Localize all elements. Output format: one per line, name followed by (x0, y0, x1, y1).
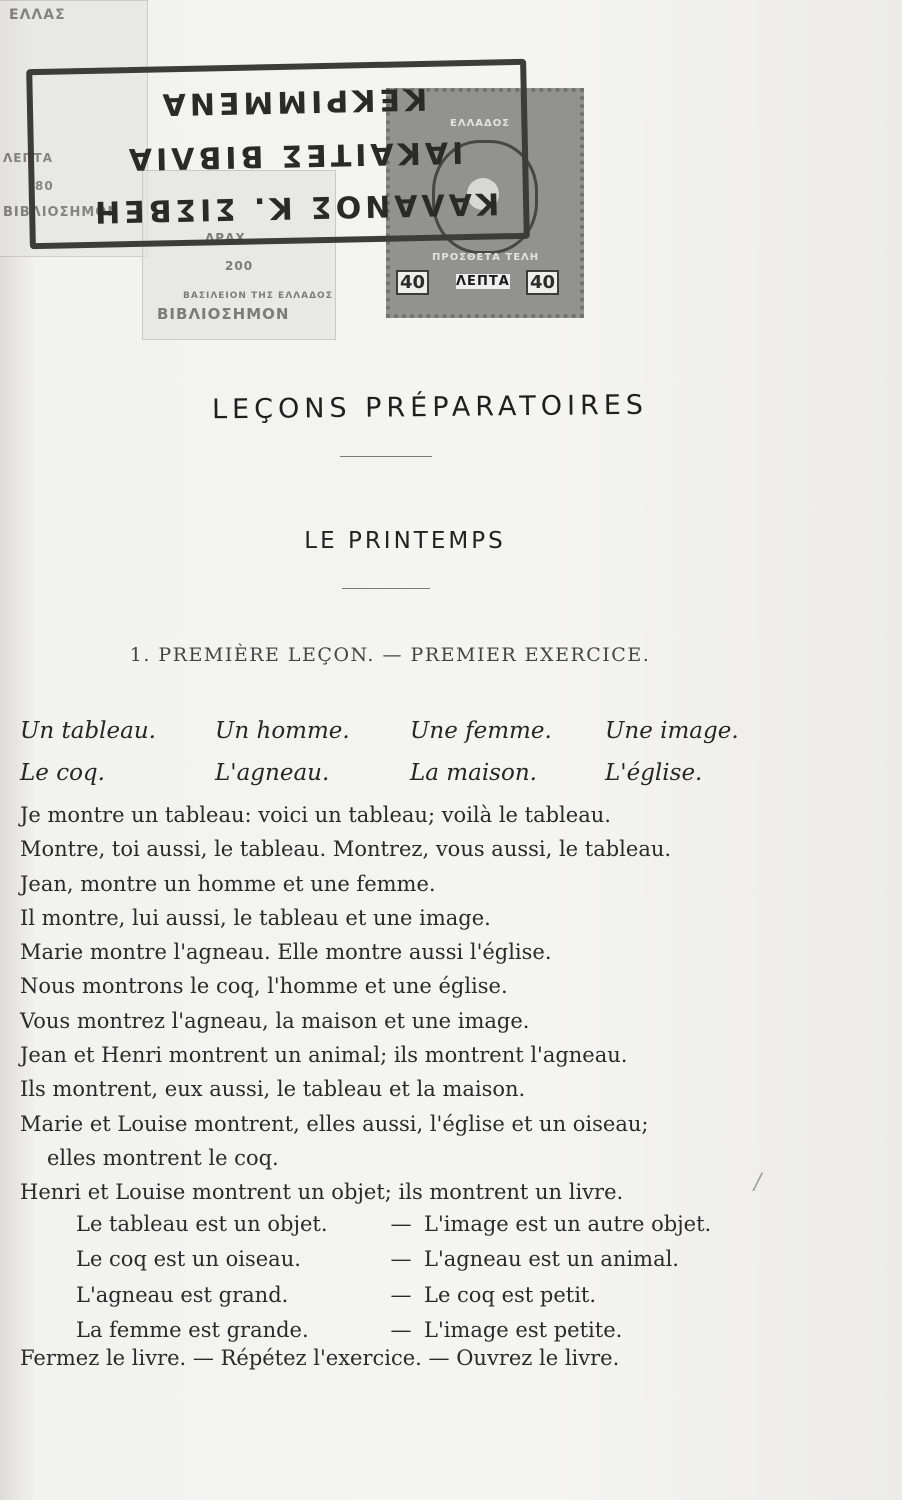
pair-right: L'image est petite. (424, 1318, 623, 1343)
stamp-value-right: 40 (526, 270, 559, 295)
text-line: Vous montrez l'agneau, la maison et une image. (20, 1008, 530, 1033)
divider (340, 456, 432, 457)
overprint-line-1: ΚΑΛΑΝΟΣ Κ. ΣΙΣΒΕΗ (90, 185, 500, 229)
stamp-country: ΕΛΛΑΣ (9, 7, 66, 23)
vocab-row (20, 710, 800, 752)
text-line: Nous montrons le coq, l'homme et une église. (20, 974, 508, 999)
text-line: Jean et Henri montrent un animal; ils montrent l'agneau. (20, 1043, 628, 1068)
vocab-word: Un homme. (215, 718, 350, 744)
stamp-caption: ΠΡΟΣΘΕΤΑ ΤΕΛΗ (432, 252, 540, 263)
vocab-word: L'agneau. (215, 760, 330, 786)
pair-row (76, 1277, 796, 1313)
pair-dash: — (390, 1211, 412, 1236)
pair-row (76, 1206, 796, 1242)
overprint-line-3: ΚΕΚΡΙΜΜΕΝΑ (158, 80, 428, 122)
stamp-caption: ΒΙΒΛΙΟΣΗΜΟΝ (157, 305, 290, 323)
pair-left: Le tableau est un objet. (76, 1211, 328, 1236)
stamp-value-left: 40 (396, 270, 429, 295)
vocab-word: Une femme. (410, 718, 552, 744)
stamp-country: ΒΑΣΙΛΕΙΟΝ ΤΗΣ ΕΛΛΑΔΟΣ (183, 291, 333, 301)
pair-row (76, 1242, 796, 1278)
pair-right: L'image est un autre objet. (424, 1211, 712, 1236)
vocab-row (20, 752, 800, 794)
stamp-label: ΛΕΠΤΑ (3, 151, 53, 165)
stamp-label: ΔΡΑΧ. (205, 231, 252, 245)
text-line: Montre, toi aussi, le tableau. Montrez, vous aussi, le tableau. (20, 837, 672, 862)
pair-row (76, 1313, 796, 1349)
stamp-value: 80 (35, 179, 54, 193)
text-line: elles montrent le coq. (47, 1145, 279, 1170)
pair-dash: — (390, 1318, 412, 1343)
text-line: Ils montrent, eux aussi, le tableau et la maison. (20, 1077, 526, 1102)
vocab-word: L'église. (605, 760, 703, 786)
vocab-word: Une image. (605, 718, 739, 744)
vocab-word: Un tableau. (20, 718, 156, 744)
statement-pairs (76, 1206, 796, 1348)
pair-left: L'agneau est grand. (76, 1282, 289, 1307)
pair-right: Le coq est petit. (424, 1282, 597, 1307)
overprint-frame (26, 59, 530, 249)
text-line: Il montre, lui aussi, le tableau et une image. (20, 905, 491, 930)
page-title: LEÇONS PRÉPARATOIRES (211, 389, 649, 426)
section-title: LE PRINTEMPS (304, 528, 506, 554)
overprint-line-2: ΙΑΚΑΙΤΕΣ ΒΙΒΛΙΑ (124, 134, 464, 177)
text-line: Je montre un tableau: voici un tableau; voilà le tableau. (20, 803, 611, 827)
text-line: Henri et Louise montrent un objet; ils montrent un livre. (20, 1180, 624, 1205)
vocabulary-grid (20, 710, 800, 794)
pair-left: La femme est grande. (76, 1318, 309, 1343)
exercise-text (20, 798, 810, 1210)
vocab-word: Le coq. (20, 760, 105, 786)
stamp-value: 200 (225, 259, 254, 273)
pencil-mark: / (754, 1170, 762, 1195)
text-line: Jean, montre un homme et une femme. (20, 871, 436, 896)
stamp-label: ΛΕΠΤΑ (456, 274, 510, 289)
stamp-country: ΕΛΛΑΔΟΣ (450, 118, 511, 129)
vocab-word: La maison. (410, 760, 537, 786)
stamp-caption: ΒΙΒΛΙΟΣΗΜΟΝ (3, 205, 120, 220)
pair-dash: — (390, 1247, 412, 1272)
pair-left: Le coq est un oiseau. (76, 1247, 301, 1272)
final-instruction: Fermez le livre. — Répétez l'exercice. — Ouvrez le livre. (20, 1346, 620, 1370)
text-line: Marie montre l'agneau. Elle montre aussi l'église. (20, 940, 552, 965)
pair-dash: — (390, 1282, 412, 1307)
pair-right: L'agneau est un animal. (424, 1247, 679, 1272)
divider (342, 588, 430, 589)
text-line: Marie et Louise montrent, elles aussi, l'église et un oiseau; (20, 1111, 649, 1136)
lesson-heading: 1. PREMIÈRE LEÇON. — PREMIER EXERCICE. (129, 644, 651, 666)
